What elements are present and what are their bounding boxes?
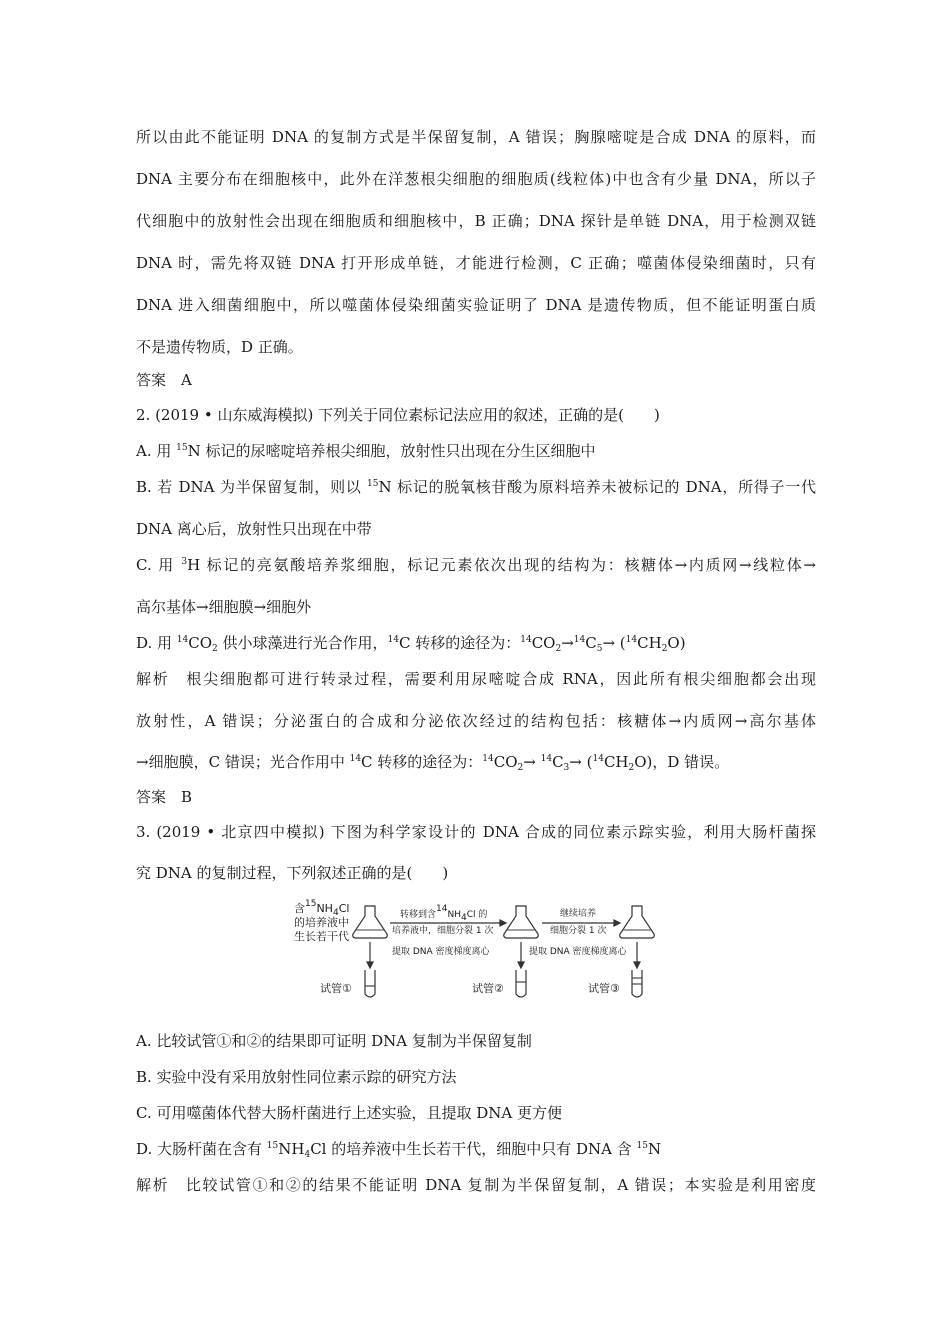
figure-label: 试管① [320, 982, 352, 995]
option-b: B. 若 DNA 为半保留复制，则以 $^{15}$N 标记的脱氧核苷酸为原料培养未被标记的 DNA，所得子一代 [136, 478, 816, 496]
flask-icon [504, 906, 539, 938]
test-tube-icon [365, 970, 375, 997]
option-c-cont: 高尔基体→细胞膜→细胞外 [136, 598, 312, 616]
flask-icon [353, 906, 388, 938]
figure-label: 试管② [472, 982, 504, 995]
test-tube-icon [632, 970, 642, 997]
test-tube-icon [516, 970, 526, 997]
text-line: DNA 主要分布在细胞核中，此外在洋葱根尖细胞的细胞质(线粒体)中也含有少量 DNA，所以子 [136, 170, 816, 188]
question-stem: 3. (2019 • 北京四中模拟) 下图为科学家设计的 DNA 合成的同位素示踪实验，利用大肠杆菌探 [136, 823, 816, 841]
question-stem-cont: 究 DNA 的复制过程，下列叙述正确的是( ) [136, 864, 449, 882]
text-line: 不是遗传物质，D 正确。 [136, 338, 303, 356]
flask-icon [620, 906, 655, 938]
explanation-line: 解析 根尖细胞都可进行转录过程，需要利用尿嘧啶合成 RNA，因此所有根尖细胞都会出现 [136, 670, 816, 688]
option-d: D. 用 $^{14}CO_2$ 供小球藻进行光合作用，$^{14}$C 转移的途径为：$^{14}CO_2\to^{14}C_5\to (^{14}CH_2O)$ [136, 634, 686, 654]
figure-label: 试管③ [588, 982, 620, 995]
answer-line: 答案 B [136, 788, 193, 806]
figure-label: 提取 DNA 密度梯度离心 [529, 947, 627, 957]
answer-line: 答案 A [136, 371, 192, 389]
option-b-cont: DNA 离心后，放射性只出现在中带 [136, 520, 372, 538]
experiment-diagram [292, 890, 662, 1008]
explanation-line: 放射性，A 错误；分泌蛋白的合成和分泌依次经过的结构包括：核糖体→内质网→高尔基体 [136, 712, 816, 730]
option-a: A. 用 $^{15}$N 标记的尿嘧啶培养根尖细胞，放射性只出现在分生区细胞中 [136, 442, 596, 460]
question-stem: 2. (2019 • 山东威海模拟) 下列关于同位素标记法应用的叙述，正确的是( ) [136, 406, 660, 424]
figure-label: 转移到含$^{14}NH_4Cl$ 的 [400, 904, 488, 923]
explanation-line: →细胞膜，C 错误；光合作用中 $^{14}$C 转移的途径为：$^{14}CO_2\to ^{14}C_3\to (^{14}CH_2O)$，D 错误。 [136, 753, 730, 773]
figure-label: 继续培养 [560, 909, 597, 919]
figure-label: 培养液中，细胞分裂 1 次 [392, 926, 494, 936]
option-b: B. 实验中没有采用放射性同位素示踪的研究方法 [136, 1068, 457, 1086]
figure-label: 的培养液中 [294, 916, 349, 929]
option-d: D. 大肠杆菌在含有 $^{15}NH_4Cl$ 的培养液中生长若干代，细胞中只有 DNA 含 $^{15}$N [136, 1140, 662, 1160]
text-line: DNA 时，需先将双链 DNA 打开形成单链，才能进行检测，C 正确；噬菌体侵染细菌时，只有 [136, 254, 816, 272]
figure-label: 生长若干代 [294, 930, 349, 943]
option-c: C. 可用噬菌体代替大肠杆菌进行上述实验，且提取 DNA 更方便 [136, 1104, 563, 1122]
figure-label: 提取 DNA 密度梯度离心 [392, 947, 490, 957]
option-a: A. 比较试管①和②的结果即可证明 DNA 复制为半保留复制 [136, 1032, 532, 1050]
text-line: 所以由此不能证明 DNA 的复制方式是半保留复制，A 错误；胸腺嘧啶是合成 DNA 的原料，而 [136, 128, 816, 146]
text-line: DNA 进入细菌细胞中，所以噬菌体侵染细菌实验证明了 DNA 是遗传物质，但不能证明蛋白质 [136, 296, 816, 314]
explanation-line: 解析 比较试管①和②的结果不能证明 DNA 复制为半保留复制，A 错误；本实验是利用密度 [136, 1176, 816, 1194]
figure-label: 细胞分裂 1 次 [550, 926, 607, 936]
text-line: 代细胞中的放射性会出现在细胞质和细胞核中，B 正确；DNA 探针是单链 DNA，用于检测双链 [136, 212, 816, 230]
figure-label: 含$^{15}NH_4Cl$ [294, 899, 350, 918]
option-c: C. 用 $^3$H 标记的亮氨酸培养浆细胞，标记元素依次出现的结构为：核糖体→内质网→线粒体→ [136, 556, 817, 574]
